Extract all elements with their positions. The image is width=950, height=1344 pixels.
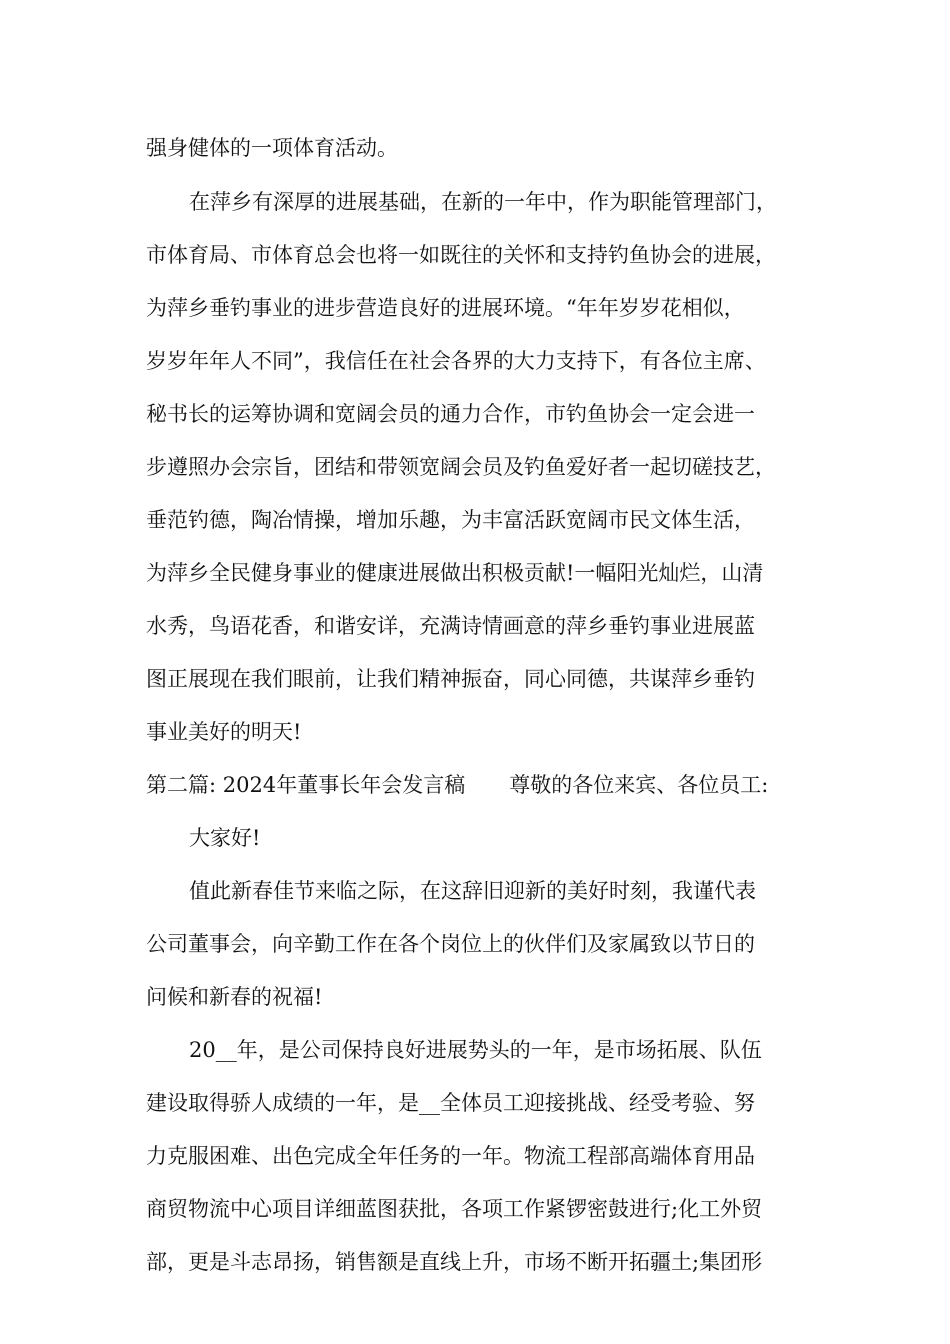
- text-line: 力克服困难、出色完成全年任务的一年。物流工程部高端体育用品: [146, 1144, 755, 1168]
- paragraph-start-line: 20__年，是公司保持良好进展势头的一年，是市场拓展、队伍: [189, 1038, 762, 1062]
- text-line: 建设取得骄人成绩的一年，是__全体员工迎接挑战、经受考验、努: [146, 1091, 755, 1115]
- text-line: 事业美好的明天!: [146, 720, 302, 744]
- text-line: 岁岁年年人不同”，我信任在社会各界的大力支持下，有各位主席、: [146, 349, 766, 373]
- text-line: 强身健体的一项体育活动。: [146, 136, 398, 160]
- text-line: 问候和新春的祝福!: [146, 985, 323, 1009]
- text-line: 垂范钓德，陶冶情操，增加乐趣，为丰富活跃宽阔市民文体生活，: [146, 508, 755, 532]
- text-line: 为萍乡垂钓事业的进步营造良好的进展环境。“年年岁岁花相似，: [146, 296, 745, 320]
- text-line: 步遵照办会宗旨，团结和带领宽阔会员及钓鱼爱好者一起切磋技艺，: [146, 455, 776, 479]
- text-line: 图正展现在我们眼前，让我们精神振奋，同心同德，共谋萍乡垂钓: [146, 667, 755, 691]
- text-line: 公司董事会，向辛勤工作在各个岗位上的伙伴们及家属致以节日的: [146, 932, 755, 956]
- section-heading: 第二篇: 2024年董事长年会发言稿: [146, 773, 466, 797]
- salutation: 尊敬的各位来宾、各位员工:: [509, 773, 769, 797]
- greeting: 大家好!: [189, 826, 261, 850]
- paragraph-start-line: 在萍乡有深厚的进展基础，在新的一年中，作为职能管理部门，: [189, 190, 777, 214]
- text-line: 为萍乡全民健身事业的健康进展做出积极贡献!一幅阳光灿烂，山清: [146, 561, 764, 585]
- text-line: 秘书长的运筹协调和宽阔会员的通力合作，市钓鱼协会一定会进一: [146, 402, 755, 426]
- section-heading-line: [146, 770, 768, 800]
- text-line: 部，更是斗志昂扬，销售额是直线上升，市场不断开拓疆土;集团形: [146, 1250, 763, 1274]
- text-line: 商贸物流中心项目详细蓝图获批，各项工作紧锣密鼓进行;化工外贸: [146, 1197, 763, 1221]
- text-line: 市体育局、市体育总会也将一如既往的关怀和支持钓鱼协会的进展，: [146, 243, 776, 267]
- paragraph-start-line: 值此新春佳节来临之际，在这辞旧迎新的美好时刻，我谨代表: [189, 879, 756, 903]
- text-line: 水秀，鸟语花香，和谐安详，充满诗情画意的萍乡垂钓事业进展蓝: [146, 614, 755, 638]
